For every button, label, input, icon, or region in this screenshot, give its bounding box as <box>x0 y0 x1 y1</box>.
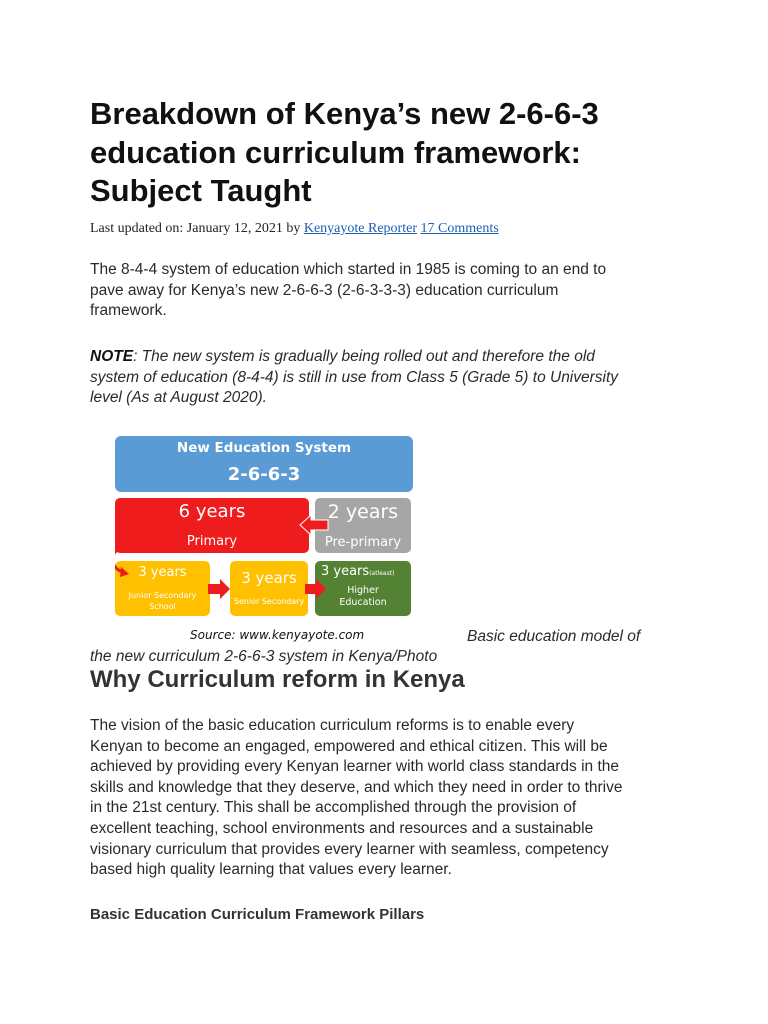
paragraph-line: level (As at August 2020). <box>90 389 267 407</box>
junior-secondary-years: 3 years <box>138 565 187 580</box>
title-line: Breakdown of Kenya’s new 2-6-6-3 <box>90 96 599 131</box>
diagram-arrows <box>115 436 415 636</box>
senior-secondary-label: Senior Secondary <box>233 597 305 606</box>
last-updated-text: Last updated on: January 12, 2021 by <box>90 221 304 236</box>
education-system-diagram <box>115 436 415 646</box>
senior-secondary-years: 3 years <box>241 569 297 587</box>
subheading: Basic Education Curriculum Framework Pillars <box>90 906 425 923</box>
higher-education-label-line: Higher <box>347 585 379 596</box>
higher-education-years-value: 3 years <box>321 564 370 579</box>
intro-paragraph <box>90 260 690 322</box>
arrow-jss-to-ss <box>208 579 230 599</box>
paragraph-line: visionary curriculum that provides every learner with seamless, competency <box>90 840 609 858</box>
page-title <box>90 95 690 211</box>
title-line: Subject Taught <box>90 173 312 208</box>
paragraph-line: framework. <box>90 302 167 320</box>
paragraph-line: The vision of the basic education curriculum reforms is to enable every <box>90 717 575 734</box>
preprimary-years: 2 years <box>327 501 399 523</box>
author-link[interactable]: Kenyayote Reporter <box>303 221 417 236</box>
vision-paragraph <box>90 716 690 881</box>
paragraph-line: Kenyan to become an engaged, empowered and ethical citizen. This will be <box>90 737 608 755</box>
arrow-preprimary-to-primary <box>300 515 328 535</box>
arrow-primary-to-jss-head <box>120 567 129 577</box>
primary-years: 6 years <box>178 501 246 522</box>
junior-secondary-label-line: School <box>149 602 176 611</box>
paragraph-line: excellent teaching, school environments and resources and a sustainable <box>90 819 594 837</box>
section-heading: Why Curriculum reform in Kenya <box>90 666 465 693</box>
title-line: education curriculum framework: <box>90 134 581 170</box>
diagram-source: Source: www.kenyayote.com <box>190 628 365 642</box>
diagram-header-title: New Education System <box>176 440 352 456</box>
paragraph-line: pave away for Kenya’s new 2-6-6-3 (2-6-3-3-3) education curriculum <box>90 281 559 299</box>
paragraph-line: system of education (8-4-4) is still in use from Class 5 (Grade 5) to University <box>90 368 619 386</box>
diagram-header-code: 2-6-6-3 <box>227 464 301 485</box>
note-text: : The new system is gradually being rolled out and therefore the old <box>133 348 595 365</box>
paragraph-line: skills and knowledge that they deserve, and which they need in order to thrive <box>90 778 623 796</box>
junior-secondary-label-line: Junior Secondary <box>128 591 197 600</box>
note-paragraph <box>90 347 690 409</box>
arrow-ss-to-higher <box>305 579 326 599</box>
paragraph-line: achieved by providing every Kenyan learner with world class standards in the <box>90 758 620 776</box>
caption-line: the new curriculum 2-6-6-3 system in Kenya/Photo <box>90 648 438 665</box>
post-meta <box>90 221 499 237</box>
caption-line: Basic education model of <box>467 628 641 645</box>
note-label: NOTE <box>90 348 134 365</box>
paragraph-line: The 8-4-4 system of education which started in 1985 is coming to an end to <box>90 261 607 278</box>
comments-link[interactable]: 17 Comments <box>420 221 499 236</box>
preprimary-label: Pre-primary <box>324 535 402 550</box>
paragraph-line: in the 21st century. This shall be accomplished through the provision of <box>90 799 577 817</box>
paragraph-line <box>90 347 690 368</box>
paragraph-line: based high quality learning that values every learner. <box>90 861 452 879</box>
higher-education-years-note: (atleast) <box>369 570 395 577</box>
higher-education-label-line: Education <box>339 597 387 608</box>
primary-label: Primary <box>186 534 238 549</box>
